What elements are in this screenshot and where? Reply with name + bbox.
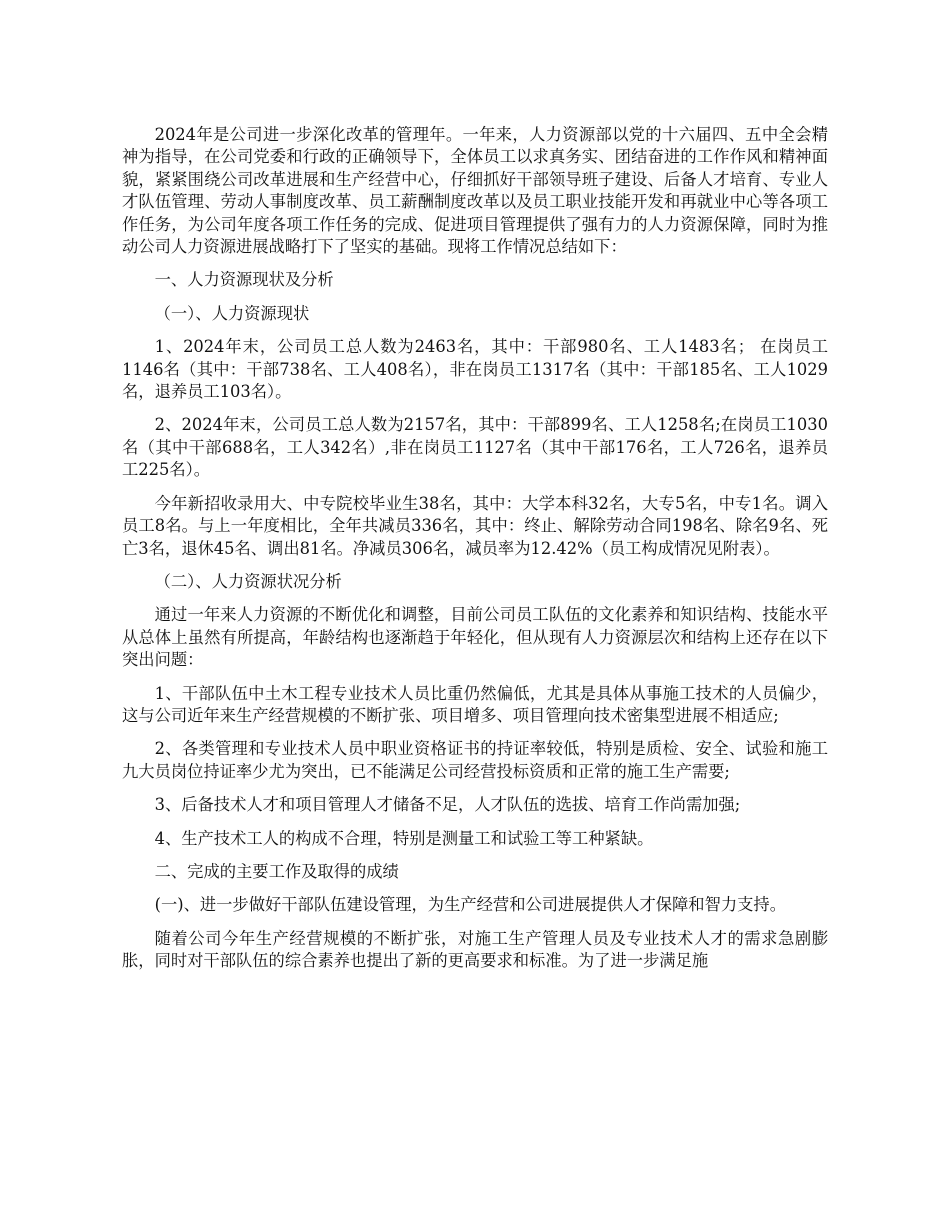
problem-item-4: 4、生产技术工人的构成不合理，特别是测量工和试验工等工种紧缺。 (154, 828, 654, 848)
stats-paragraph-1: 1、2024年末，公司员工总人数为2463名，其中：干部980名、工人1483名； 在岗员工1146名（其中：干部738名、工人408名），非在岗员工1317名（其中：干部185名、工人1029名，退养员工103名）。 (122, 337, 828, 402)
subsection-heading-2: （二）、人力资源状况分析 (154, 571, 342, 591)
section-heading-1: 一、人力资源现状及分析 (154, 270, 334, 290)
problem-item-1: 1、干部队伍中土木工程专业技术人员比重仍然偏低，尤其是具体从事施工技术的人员偏少，这与公司近年来生产经营规模的不断扩张、项目增多、项目管理向技术密集型进展不相适应; (122, 683, 828, 725)
stats-paragraph-2: 2、2024年末，公司员工总人数为2157名，其中：干部899名、工人1258名;在岗员工1030名（其中干部688名，工人342名）,非在岗员工1127名（其中干部176名，工人726名，退养员工225名）。 (122, 415, 828, 480)
intro-paragraph: 2024年是公司进一步深化改革的管理年。一年来，人力资源部以党的十六届四、五中全会精神为指导，在公司党委和行政的正确领导下，全体员工以求真务实、团结奋进的工作作风和精神面貌，紧紧围绕公司改革进展和生产经营中心，仔细抓好干部领导班子建设、后备人才培育、专业人才队伍管理、劳动人事制度改革、员工薪酬制度改革以及员工职业技能开发和再就业中心等各项工作任务，为公司年度各项工作任务的完成、促进项目管理提供了强有力的人力资源保障，同时为推动公司人力资源进展战略打下了坚实的基础。现将工作情况总结如下： (122, 125, 828, 257)
problem-item-3: 3、后备技术人才和项目管理人才储备不足，人才队伍的选拔、培育工作尚需加强; (154, 795, 741, 815)
analysis-paragraph: 通过一年来人力资源的不断优化和调整，目前公司员工队伍的文化素养和知识结构、技能水平从总体上虽然有所提高，年龄结构也逐渐趋于年轻化，但从现有人力资源层次和结构上还存在以下突出问题： (122, 605, 828, 670)
body-paragraph-final: 随着公司今年生产经营规模的不断扩张，对施工生产管理人员及专业技术人才的需求急剧膨胀，同时对干部队伍的综合素养也提出了新的更高要求和标准。为了进一步满足施 (122, 928, 828, 971)
recruitment-paragraph: 今年新招收录用大、中专院校毕业生38名，其中：大学本科32名，大专5名，中专1名。调入员工8名。与上一年度相比，全年共减员336名，其中：终止、解除劳动合同198名、除名9名、死亡3名，退休45名、调出81名。净减员306名，减员率为12.42%（员工构成情况见附表）。 (122, 493, 828, 558)
section-heading-2: 二、完成的主要工作及取得的成绩 (154, 861, 399, 881)
subsection-heading-3: (一)、进一步做好干部队伍建设管理，为生产经营和公司进展提供人才保障和智力支持。 (154, 895, 786, 915)
problem-item-2: 2、各类管理和专业技术人员中职业资格证书的持证率较低，特别是质检、安全、试验和施工九大员岗位持证率少尤为突出，已不能满足公司经营投标资质和正常的施工生产需要; (122, 739, 828, 781)
subsection-heading-1: （一）、人力资源现状 (154, 303, 310, 323)
document-body (122, 124, 828, 984)
